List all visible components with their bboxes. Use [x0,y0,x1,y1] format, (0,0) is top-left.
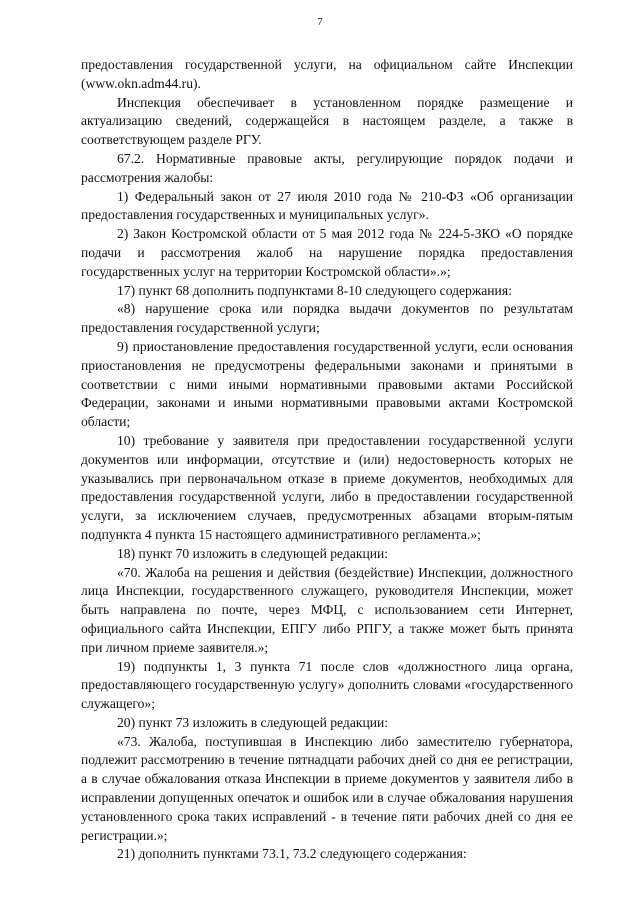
paragraph-item-20: 20) пункт 73 изложить в следующей редакции: [117,714,389,730]
paragraph-subitem-8: «8) нарушение срока или порядка выдачи документов по результатам предоставления государственной услуги; [81,301,573,336]
paragraph-point-73: «73. Жалоба, поступившая в Инспекцию либо заместителю губернатора, подлежит рассмотрению в течение пятнадцати рабочих дней со дня ее регистрации, а в случае обжалования отказа Инспекции в приеме документов у заявителя либо в исправлении допущенных опечаток и ошибок или в случае обжалования нарушения установленного срока таких исправлений - в течение пяти рабочих дней со дня ее регистрации.»; [81,733,573,843]
paragraph-item-17: 17) пункт 68 дополнить подпунктами 8-10 следующего содержания: [117,282,512,298]
page-number: 7 [317,16,323,28]
document-body [81,56,573,864]
paragraph-subitem-9: 9) приостановление предоставления государственной услуги, если основания приостановления не предусмотрены федеральными законами и принятыми в соответствии с ними иными нормативными правовыми актами Российской Федерации, законами и иными нормативными правовыми актами Костромской области; [81,338,573,430]
paragraph-item-21: 21) дополнить пунктами 73.1, 73.2 следующего содержания: [117,846,467,862]
paragraph-subitem-10: 10) требование у заявителя при предоставлении государственной услуги документов или информации, отсутствие и (или) недостоверность которых не указывались при первоначальном отказе в приеме документов, необходимых для предоставления государственной услуги, либо в предоставлении государственной услуги, за исключением случаев, предусмотренных абзацами вторым-пятым подпункта 4 пункта 15 настоящего административного регламента.»; [81,432,573,542]
paragraph-point-70: «70. Жалоба на решения и действия (бездействие) Инспекции, должностного лица Инспекции, государственного служащего, руководителя Инспекции, может быть направлена по почте, через МФЦ, с использованием сети Интернет, официального сайта Инспекции, ЕПГУ либо РПГУ, а также может быть принята при личном приеме заявителя.»; [81,564,573,655]
paragraph-federal-law: 1) Федеральный закон от 27 июля 2010 года № 210-ФЗ «Об организации предоставления государственных и муниципальных услуг». [81,188,573,223]
paragraph-67-2: 67.2. Нормативные правовые акты, регулирующие порядок подачи и рассмотрения жалобы: [81,150,573,185]
paragraph-kostroma-law: 2) Закон Костромской области от 5 мая 2012 года № 224-5-ЗКО «О порядке подачи и рассмотрения жалоб на нарушение порядка предоставления государственных услуг на территории Костромской области».»; [81,226,573,279]
paragraph-item-19: 19) подпункты 1, 3 пункта 71 после слов «должностного лица органа, предоставляющего государственную услугу» дополнить словами «государственного служащего»; [81,658,573,712]
paragraph-item-18: 18) пункт 70 изложить в следующей редакции: [117,545,389,561]
paragraph-inspection-info: Инспекция обеспечивает в установленном порядке размещение и актуализацию сведений, содержащейся в настоящем разделе, а также в соответствующем разделе РГУ. [81,94,573,148]
paragraph-website-continuation: предоставления государственной услуги, на официальном сайте Инспекции (www.okn.adm44.ru). [81,57,573,91]
